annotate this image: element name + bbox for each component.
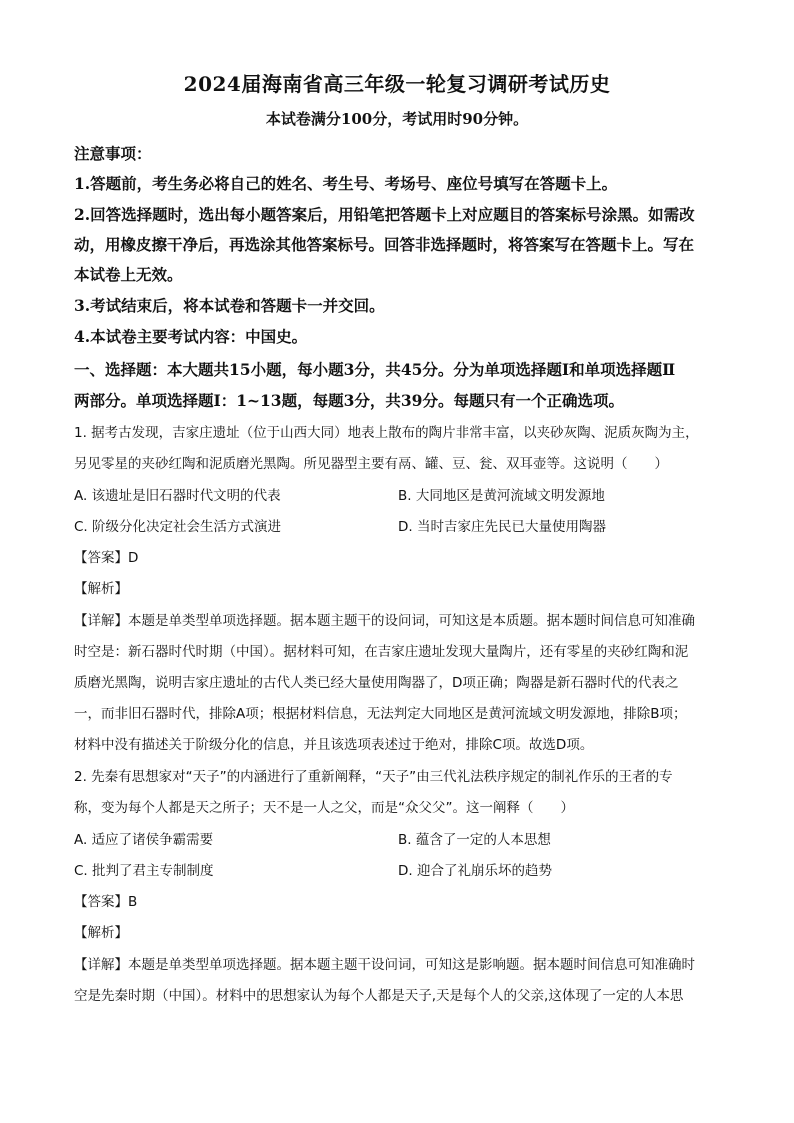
detail-line: 空是先秦时期（中国）。材料中的思想家认为每个人都是天子,天是每个人的父亲,这体现了一定的人本思 bbox=[74, 988, 684, 1004]
detail-line: 时空是：新石器时代时期（中国）。据材料可知，在吉家庄遗址发现大量陶片，还有零星的夹砂红陶和泥 bbox=[74, 644, 689, 660]
exam-info: 本试卷满分100分，考试用时90分钟。 bbox=[265, 110, 529, 128]
notice-line: 本试卷上无效。 bbox=[74, 265, 183, 284]
detail-line: 质磨光黑陶，说明吉家庄遗址的古代人类已经大量使用陶器了，D项正确；陶器是新石器时代的代表之 bbox=[74, 675, 679, 691]
question-2-answer bbox=[74, 890, 724, 910]
page-title: 2024届海南省高三年级一轮复习调研考试历史 bbox=[183, 72, 611, 96]
question-1-option-c: C. 阶级分化决定社会生活方式演进 bbox=[74, 519, 282, 535]
question-1-option-b: B. 大同地区是黄河流域文明发源地 bbox=[398, 488, 605, 504]
question-2-option-b: B. 蕴含了一定的人本思想 bbox=[398, 832, 551, 848]
question-1-stem: 1. 据考古发现，吉家庄遗址（位于山西大同）地表上散布的陶片非常丰富，以夹砂灰陶、泥质灰陶为主， bbox=[74, 425, 699, 441]
analysis-tag: 【解析】 bbox=[74, 581, 128, 597]
detail-text: 本题是单类型单项选择题。据本题主题干的设问词，可知这是本质题。据本题时间信息可知准确 bbox=[128, 613, 695, 629]
detail-tag: 【详解】 bbox=[74, 613, 128, 629]
question-1-answer bbox=[74, 546, 724, 566]
analysis-tag: 【解析】 bbox=[74, 925, 128, 941]
notice-line: 动，用橡皮擦干净后，再选涂其他答案标号。回答非选择题时，将答案写在答题卡上。写在 bbox=[74, 235, 695, 254]
notice-line: 4.本试卷主要考试内容：中国史。 bbox=[74, 327, 308, 346]
question-2-detail bbox=[74, 953, 724, 973]
question-1-option-d: D. 当时吉家庄先民已大量使用陶器 bbox=[398, 519, 606, 535]
answer-tag: 【答案】 bbox=[74, 894, 128, 910]
detail-text: 本题是单类型单项选择题。据本题主题干设问词，可知这是影响题。据本题时间信息可知准确时 bbox=[128, 957, 695, 973]
question-1-option-a: A. 该遗址是旧石器时代文明的代表 bbox=[74, 488, 281, 504]
notice-line: 2.回答选择题时，选出每小题答案后，用铅笔把答题卡上对应题目的答案标号涂黑。如需改 bbox=[74, 205, 695, 224]
question-2-option-a: A. 适应了诸侯争霸需要 bbox=[74, 832, 214, 848]
answer-value: D bbox=[128, 550, 139, 566]
notice-heading: 注意事项： bbox=[74, 144, 152, 163]
section-heading: 一、选择题：本大题共15小题，每小题3分，共45分。分为单项选择题Ⅰ和单项选择题Ⅱ bbox=[74, 360, 676, 379]
detail-line: 材料中没有描述关于阶级分化的信息，并且该选项表述过于绝对，排除C项。故选D项。 bbox=[74, 737, 594, 753]
detail-tag: 【详解】 bbox=[74, 957, 128, 973]
question-2-option-d: D. 迎合了礼崩乐坏的趋势 bbox=[398, 863, 552, 879]
notice-line: 1.答题前，考生务必将自己的姓名、考生号、考场号、座位号填写在答题卡上。 bbox=[74, 174, 618, 193]
answer-value: B bbox=[128, 894, 138, 910]
answer-tag: 【答案】 bbox=[74, 550, 128, 566]
question-2-stem: 2. 先秦有思想家对“天子”的内涵进行了重新阐释，“天子”由三代礼法秩序规定的制礼作乐的王者的专 bbox=[74, 769, 673, 785]
question-1-stem: 另见零星的夹砂红陶和泥质磨光黑陶。所见器型主要有鬲、罐、豆、瓮、双耳壶等。这说明（ ） bbox=[74, 456, 668, 472]
detail-line: 一，而非旧石器时代，排除A项；根据材料信息，无法判定大同地区是黄河流域文明发源地，排除B项； bbox=[74, 706, 687, 722]
question-2-stem: 称，变为每个人都是天之所子；天不是一人之父，而是“众父父”。这一阐释（ ） bbox=[74, 800, 574, 816]
question-1-detail bbox=[74, 609, 724, 629]
section-heading: 两部分。单项选择题Ⅰ：1~13题，每题3分，共39分。每题只有一个正确选项。 bbox=[74, 391, 624, 410]
question-2-option-c: C. 批判了君主专制制度 bbox=[74, 863, 214, 879]
notice-line: 3.考试结束后，将本试卷和答题卡一并交回。 bbox=[74, 296, 385, 315]
